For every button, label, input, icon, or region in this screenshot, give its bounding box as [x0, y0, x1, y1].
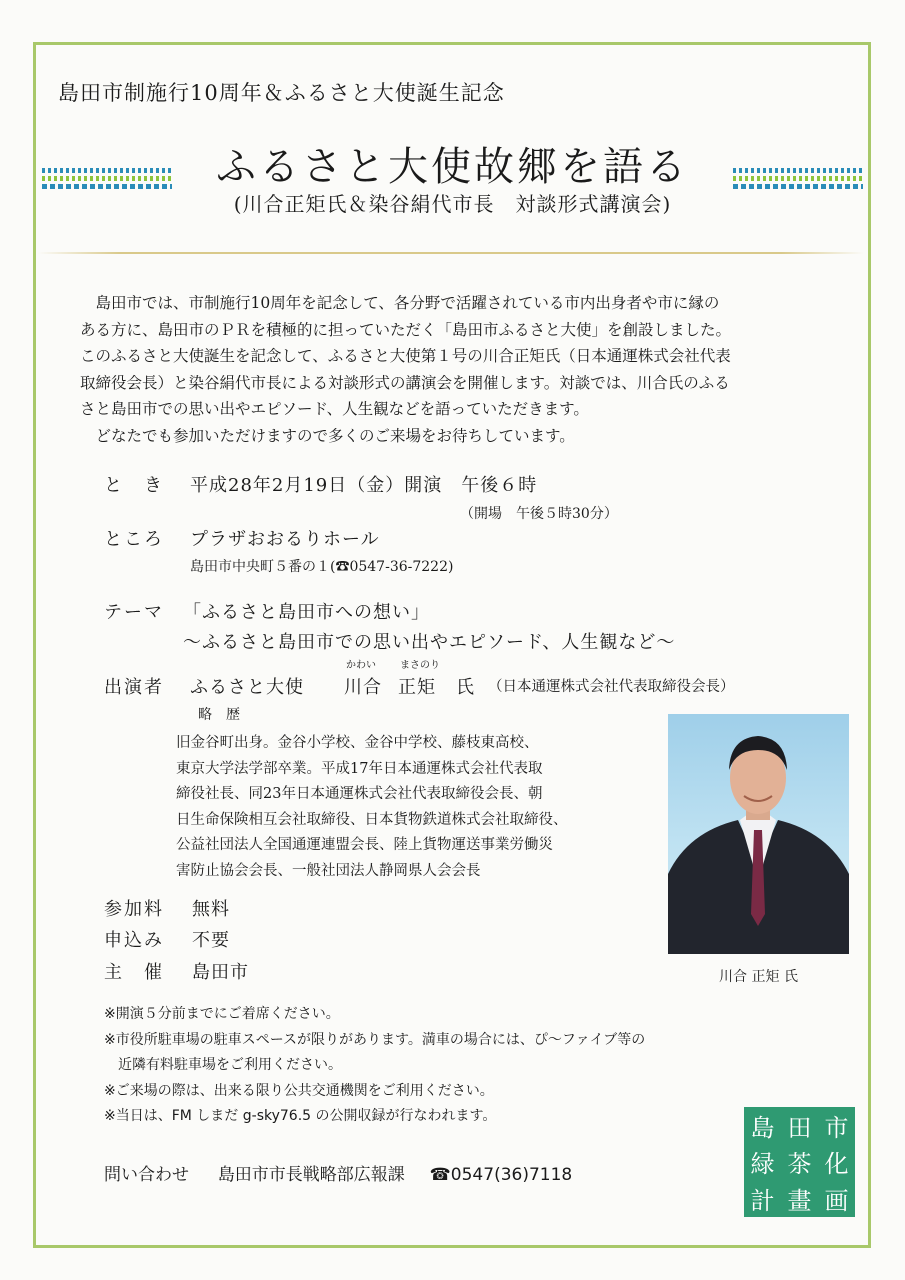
logo-char: 化	[824, 1150, 849, 1179]
career-text	[176, 731, 646, 884]
fee-value: 無料	[192, 899, 230, 920]
career-line: 害防止協会会長、一般社団法人静岡県人会会長	[176, 862, 481, 879]
event-occasion: 島田市制施行10周年＆ふるさと大使誕生記念	[58, 81, 505, 105]
intro-line: このふるさと大使誕生を記念して、ふるさと大使第１号の川合正矩氏（日本通運株式会社代表	[80, 347, 731, 365]
shimada-city-logo	[744, 1107, 855, 1217]
speaker-portrait-illustration	[668, 714, 849, 954]
logo-char: 島	[750, 1113, 775, 1142]
logo-char: 緑	[750, 1150, 775, 1179]
contact-dept: 島田市市長戦略部広報課	[217, 1165, 405, 1185]
contact-label: 問い合わせ	[104, 1165, 189, 1185]
career-line: 東京大学法学部卒業。平成17年日本通運株式会社代表取	[176, 760, 543, 777]
where-label: ところ	[104, 529, 164, 550]
apply-value: 不要	[192, 930, 230, 951]
performer-family-name: 川合	[344, 677, 382, 698]
speaker-photo	[668, 714, 849, 954]
career-line: 旧金谷町出身。金谷小学校、金谷中学校、藤枝東高校、	[176, 735, 539, 751]
host-value: 島田市	[192, 962, 249, 983]
header-divider	[38, 252, 864, 254]
ruby-family: かわい	[346, 660, 376, 671]
apply-label: 申込み	[104, 930, 164, 951]
logo-char: 計	[750, 1187, 775, 1216]
theme-label: テーマ	[104, 602, 164, 623]
contact-phone: ☎0547(36)7118	[429, 1165, 573, 1185]
logo-char: 画	[824, 1187, 849, 1216]
note-item: ※ご来場の際は、出来る限り公共交通機関をご利用ください。	[104, 1082, 494, 1099]
event-speakers: (川合正矩氏＆染谷絹代市長 対談形式講演会)	[233, 192, 672, 216]
when-value: 平成28年2月19日（金）開演 午後６時	[190, 475, 538, 496]
notes-list	[104, 1002, 645, 1130]
performer-label: 出演者	[104, 677, 164, 698]
performer-given-name: 正矩	[398, 677, 436, 698]
career-line: 日生命保険相互会社取締役、日本貨物鉄道株式会社取締役、	[176, 811, 568, 828]
career-line: 締役社長、同23年日本通運株式会社代表取締役会長、朝	[176, 786, 543, 802]
doors-open-note: （開場 午後５時30分）	[460, 506, 618, 522]
note-item: ※市役所駐車場の駐車スペースが限りがあります。満車の場合には、ぴ～ファイブ等の	[104, 1031, 646, 1048]
note-item: ※開演５分前までにご着席ください。	[104, 1006, 340, 1022]
career-label: 略 歴	[198, 707, 240, 723]
intro-paragraph	[80, 290, 840, 449]
theme-subtitle: ～ふるさと島田市での思い出やエピソード、人生観など～	[183, 632, 676, 653]
ruby-given: まさのり	[400, 660, 440, 671]
intro-line: さと島田市での思い出やエピソード、人生観などを語っていただきます。	[80, 400, 589, 418]
note-item: ※当日は、FM しまだ g-sky76.5 の公開収録が行なわれます。	[104, 1108, 497, 1124]
intro-line: 取締役会長）と染谷絹代市長による対談形式の講演会を開催します。対談では、川合氏のふる	[80, 373, 730, 392]
logo-char: 市	[824, 1113, 849, 1142]
performer-title: （日本通運株式会社代表取締役会長）	[488, 679, 735, 695]
venue-address: 島田市中央町５番の１(☎0547-36-7222)	[190, 559, 454, 575]
logo-char: 茶	[787, 1150, 812, 1179]
intro-line: ある方に、島田市のＰＲを積極的に担っていただく「島田市ふるさと大使」を創設しました。	[80, 320, 732, 339]
event-title: ふるさと大使故郷を語る	[216, 144, 689, 190]
logo-char: 畫	[787, 1187, 812, 1216]
performer-role: ふるさと大使	[190, 677, 304, 698]
logo-char: 田	[787, 1113, 812, 1142]
host-label: 主 催	[104, 962, 164, 983]
performer-honorific: 氏	[456, 677, 475, 698]
career-line: 公益社団法人全国通運連盟会長、陸上貨物運送事業労働災	[176, 837, 553, 853]
intro-line: 島田市では、市制施行10周年を記念して、各分野で活躍されている市内出身者や市に縁の	[95, 294, 720, 312]
when-label: と き	[104, 475, 164, 496]
intro-line: どなたでも参加いただけますので多くのご来場をお待ちしています。	[80, 426, 575, 445]
photo-caption: 川合 正矩 氏	[719, 969, 798, 985]
venue-name: プラザおおるりホール	[190, 529, 380, 550]
contact-info	[104, 1160, 572, 1185]
theme-title: 「ふるさと島田市への想い」	[183, 602, 430, 623]
fee-label: 参加料	[104, 899, 164, 920]
note-item: 近隣有料駐車場をご利用ください。	[104, 1057, 342, 1073]
